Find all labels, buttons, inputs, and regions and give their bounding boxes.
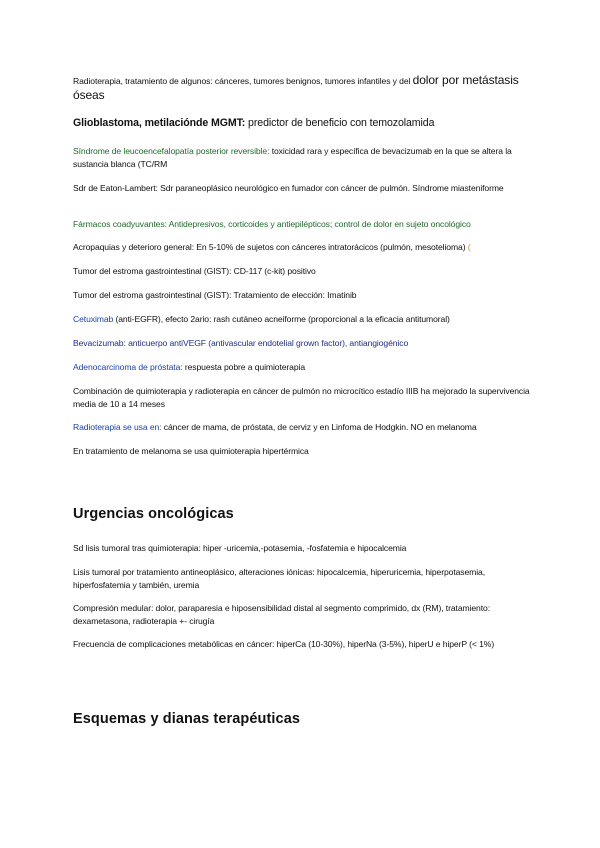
note-text: Compresión medular: dolor, paraparesia e hiposensibilidad distal al segmento comprimido, dx (RM), tratamiento: dexametasona, radioterapia +- cirugía xyxy=(73,603,490,626)
note-compresion-medular xyxy=(73,602,531,627)
note-lisis-tumoral xyxy=(73,542,531,555)
note-text: Fármacos coadyuvantes: Antidepresivos, corticoides y antiepilépticos; control de dolor en sujeto oncológico xyxy=(73,219,471,229)
note-term: Cetuximab xyxy=(73,314,114,324)
note-glioblastoma xyxy=(73,116,531,130)
note-text: Frecuencia de complicaciones metabólicas en cáncer: hiperCa (10-30%), hiperNa (3-5%), hiperU e hiperP (< 1%) xyxy=(73,639,495,649)
note-text: Tumor del estroma gastrointestinal (GIST): CD-117 (c-kit) positivo xyxy=(73,266,316,276)
note-leucoencefalopatia xyxy=(73,145,531,170)
section-heading-urgencias: Urgencias oncológicas xyxy=(73,506,234,522)
note-gist-cd117 xyxy=(73,265,531,278)
note-text: Lisis tumoral por tratamiento antineoplásico, alteraciones iónicas: hipocalcemia, hiperuricemia, hiperpotasemia, hiperfosfatemia y también, uremia xyxy=(73,567,486,590)
note-text: Combinación de quimioterapia y radioterapia en cáncer de pulmón no microcítico estadío IIIB ha mejorado la supervivencia media de 10 a 14 meses xyxy=(73,386,530,409)
note-text: predictor de beneficio con temozolamida xyxy=(245,117,435,129)
note-text: Sd lisis tumoral tras quimioterapia: hiper -uricemia,-potasemia, -fosfatemia e hipocalcemia xyxy=(73,543,407,553)
note-text: Acropaquias y deterioro general: En 5-10% de sujetos con cánceres intratorácicos (pulmón, mesotelioma) xyxy=(73,242,468,252)
note-radioterapia xyxy=(73,73,531,102)
section-heading-esquemas: Esquemas y dianas terapéuticas xyxy=(73,711,301,727)
note-text: respuesta pobre a quimioterapia xyxy=(182,362,306,372)
note-cetuximab xyxy=(73,313,531,326)
note-text: Bevacizumab: anticuerpo antiVEGF (antivascular endotelial grown factor), antiangiogénico xyxy=(73,338,409,348)
note-acropaquias xyxy=(73,241,531,254)
note-text: Radioterapia, tratamiento de algunos: cánceres, tumores benignos, tumores infantiles y del xyxy=(73,76,413,86)
note-text-large: dolor por metástasis óseas xyxy=(73,73,519,102)
note-gist-tratamiento xyxy=(73,289,531,302)
note-term: Adenocarcinoma de próstata: xyxy=(73,362,183,372)
note-text: Sdr de Eaton-Lambert: Sdr paraneoplásico neurológico en fumador con cáncer de pulmón. Síndrome miasteniforme xyxy=(73,183,504,193)
note-melanoma xyxy=(73,445,531,458)
note-adenocarcinoma-prostata xyxy=(73,361,531,374)
note-eaton-lambert xyxy=(73,182,531,195)
note-farmacos-coadyuvantes xyxy=(73,218,531,231)
note-quimio-radioterapia-pulmon xyxy=(73,385,531,410)
note-term: Radioterapia se usa en: xyxy=(73,422,162,432)
note-bracket: ( xyxy=(467,242,471,252)
note-lisis-alteraciones-ionicas xyxy=(73,566,531,591)
note-text: Tumor del estroma gastrointestinal (GIST): Tratamiento de elección: Imatinib xyxy=(73,290,357,300)
note-bevacizumab xyxy=(73,337,531,350)
note-text: cáncer de mama, de próstata, de cerviz y en Linfoma de Hodgkin. NO en melanoma xyxy=(161,422,477,432)
note-term: Síndrome de leucoencefalopatía posterior reversible: xyxy=(73,146,270,156)
note-term: Glioblastoma, metilaciónde MGMT: xyxy=(73,117,246,129)
note-text: En tratamiento de melanoma se usa quimioterapia hipertérmica xyxy=(73,446,309,456)
note-complicaciones-metabolicas xyxy=(73,638,531,651)
note-text: (anti-EGFR), efecto 2ario: rash cutáneo acneiforme (proporcional a la eficacia antitumoral) xyxy=(113,314,450,324)
note-radioterapia-usos xyxy=(73,421,531,434)
note-text: toxicidad rara y específica de bevacizumab en la que se altera la sustancia blanca (TC/RM xyxy=(73,146,512,169)
